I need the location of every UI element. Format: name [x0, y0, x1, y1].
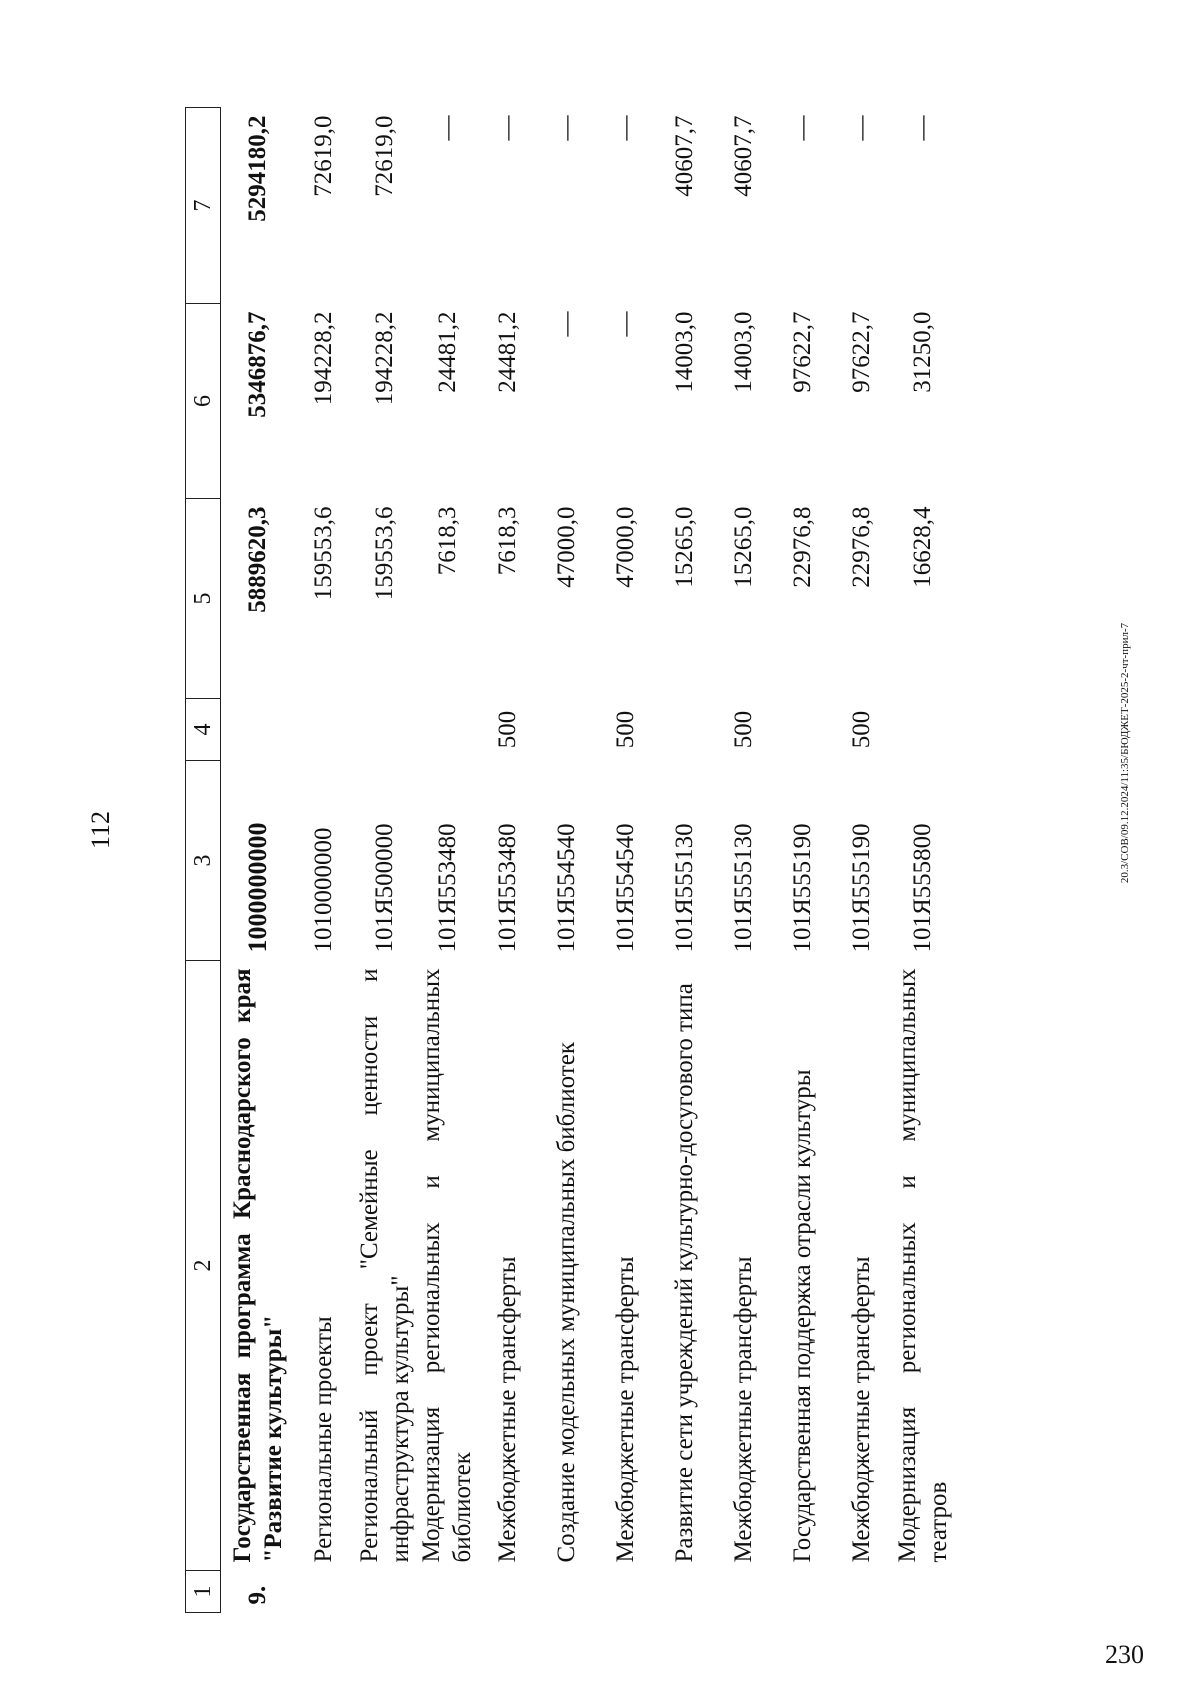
row-name: Региональные проекты	[310, 1316, 338, 1563]
target-code: 1000000000	[242, 822, 272, 953]
amount-col6: —	[612, 311, 640, 337]
row-name: Межбюджетные трансферты	[730, 1256, 758, 1563]
expense-type: 500	[730, 710, 758, 749]
row-number: 9.	[244, 1585, 272, 1605]
row-number	[597, 1571, 656, 1613]
row-name: Межбюджетные трансферты	[612, 1256, 640, 1563]
table-row	[354, 108, 417, 1613]
row-number	[774, 1571, 833, 1613]
amount-col5: 5889620,3	[244, 506, 272, 613]
amount-col5: 47000,0	[553, 506, 581, 588]
amount-col6: 97622,7	[789, 311, 817, 393]
amount-col6: 14003,0	[730, 311, 758, 393]
row-number	[416, 1571, 479, 1613]
amount-col5: 7618,3	[494, 506, 522, 576]
target-code: 101Я555190	[848, 823, 876, 953]
amount-col7: 72619,0	[310, 115, 338, 197]
amount-col7: 5294180,2	[244, 115, 272, 222]
table-row	[416, 108, 479, 1613]
expense-type	[221, 699, 295, 761]
amount-col6: 31250,0	[909, 311, 937, 393]
table-body	[221, 108, 955, 1613]
amount-col5: 15265,0	[671, 506, 699, 588]
column-header: 5	[186, 499, 221, 699]
row-number	[892, 1571, 955, 1613]
expense-type	[538, 699, 597, 761]
amount-col6: 194228,2	[371, 311, 399, 406]
column-header: 7	[186, 108, 221, 304]
amount-col7: —	[494, 115, 522, 141]
target-code: 101Я554540	[612, 823, 640, 953]
rotated-table-container	[185, 108, 1093, 1613]
column-header: 6	[186, 304, 221, 499]
amount-col6: 14003,0	[671, 311, 699, 393]
target-code: 101Я554540	[553, 823, 581, 953]
document-stamp: 20.3/СОВ/09.12.2024/11:35/БЮДЖЕТ-2025-2-чт-прил-7	[1119, 622, 1131, 884]
expense-type	[656, 699, 715, 761]
row-name: Межбюджетные трансферты	[848, 1256, 876, 1563]
sheet-number: 230	[1105, 1640, 1144, 1669]
amount-col6: 24481,2	[494, 311, 522, 393]
row-name: Развитие сети учреждений культурно-досугового типа	[671, 983, 699, 1563]
amount-col7: 40607,7	[671, 115, 699, 197]
table-row	[295, 108, 354, 1613]
column-header: 4	[186, 699, 221, 761]
row-name: Создание модельных муниципальных библиотек	[553, 1042, 581, 1563]
table-row	[479, 108, 538, 1613]
row-name: Модернизация региональных и муниципальных библиотек	[418, 968, 477, 1563]
row-number	[354, 1571, 417, 1613]
row-number	[715, 1571, 774, 1613]
amount-col6: 24481,2	[433, 311, 461, 393]
amount-col7: —	[553, 115, 581, 141]
column-header: 1	[186, 1571, 221, 1613]
row-name: Модернизация региональных и муниципальных театров	[893, 968, 952, 1563]
row-name: Межбюджетные трансферты	[494, 1256, 522, 1563]
amount-col5: 159553,6	[310, 506, 338, 601]
row-number	[538, 1571, 597, 1613]
amount-col6: 194228,2	[310, 311, 338, 406]
expense-type	[892, 699, 955, 761]
table-header-row	[186, 108, 221, 1613]
table-row	[221, 108, 295, 1613]
amount-col5: 22976,8	[848, 506, 876, 588]
amount-col7: —	[909, 115, 937, 141]
row-name: Государственная поддержка отрасли культуры	[789, 1069, 817, 1563]
target-code: 1010000000	[310, 827, 338, 953]
target-code: 101Я555800	[909, 823, 937, 953]
amount-col7: —	[612, 115, 640, 141]
table-row	[715, 108, 774, 1613]
amount-col6: 97622,7	[848, 311, 876, 393]
target-code: 101Я553480	[494, 823, 522, 953]
amount-col6: 5346876,7	[244, 311, 272, 418]
table-row	[892, 108, 955, 1613]
amount-col5: 47000,0	[612, 506, 640, 588]
table-row	[597, 108, 656, 1613]
expense-type: 500	[612, 710, 640, 749]
amount-col7: —	[848, 115, 876, 141]
row-number	[479, 1571, 538, 1613]
expense-type: 500	[494, 710, 522, 749]
amount-col7: 72619,0	[371, 115, 399, 197]
amount-col7: —	[789, 115, 817, 141]
row-number	[833, 1571, 892, 1613]
table-row	[538, 108, 597, 1613]
target-code: 101Я553480	[433, 823, 461, 953]
table-row	[833, 108, 892, 1613]
amount-col5: 7618,3	[433, 506, 461, 576]
table-row	[656, 108, 715, 1613]
row-number	[656, 1571, 715, 1613]
expense-type	[774, 699, 833, 761]
row-name: Региональный проект "Семейные ценности и инфраструктура культуры"	[355, 968, 414, 1563]
target-code: 101Я555130	[730, 823, 758, 953]
row-number	[295, 1571, 354, 1613]
amount-col7: 40607,7	[730, 115, 758, 197]
row-name: Государственная программа Краснодарского края "Развитие культуры"	[228, 968, 287, 1563]
table-row	[774, 108, 833, 1613]
amount-col5: 15265,0	[730, 506, 758, 588]
amount-col5: 16628,4	[909, 506, 937, 588]
expense-type	[416, 699, 479, 761]
amount-col6: —	[553, 311, 581, 337]
expense-type: 500	[848, 710, 876, 749]
column-header: 3	[186, 761, 221, 961]
expense-type	[295, 699, 354, 761]
target-code: 101Я555130	[671, 823, 699, 953]
expense-type	[354, 699, 417, 761]
amount-col5: 22976,8	[789, 506, 817, 588]
target-code: 101Я500000	[371, 823, 399, 953]
budget-table	[185, 107, 954, 1613]
column-header: 2	[186, 961, 221, 1571]
amount-col7: —	[433, 115, 461, 141]
target-code: 101Я555190	[789, 823, 817, 953]
amount-col5: 159553,6	[371, 506, 399, 601]
page-number: 112	[86, 810, 116, 850]
